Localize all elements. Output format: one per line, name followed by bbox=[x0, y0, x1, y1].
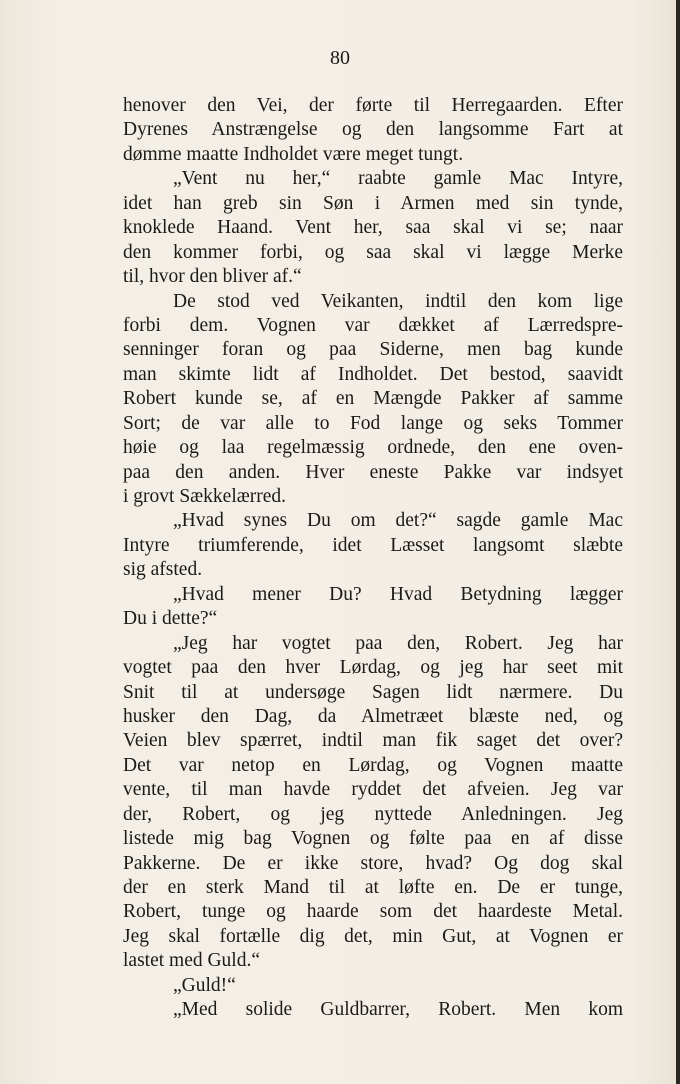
page-edge bbox=[676, 0, 680, 1084]
text-line: „Guld!“ bbox=[173, 974, 236, 996]
text-line: Det var netop en Lørdag, og Vognen maatte bbox=[123, 754, 623, 776]
text-line: den kommer forbi, og saa skal vi lægge Merke bbox=[123, 241, 623, 263]
body-text bbox=[123, 94, 623, 1023]
text-line: husker den Dag, da Almetræet blæste ned, og bbox=[123, 705, 623, 727]
text-line: dømme maatte Indholdet være meget tungt. bbox=[123, 143, 464, 165]
text-line: idet han greb sin Søn i Armen med sin tynde, bbox=[123, 192, 623, 214]
text-line: vente, til man havde ryddet det afveien. Jeg var bbox=[123, 779, 623, 801]
text-line: „Hvad mener Du? Hvad Betydning lægger bbox=[173, 583, 623, 605]
text-line: sig afsted. bbox=[123, 559, 203, 581]
text-line: Snit til at undersøge Sagen lidt nærmere. Du bbox=[123, 681, 623, 703]
text-line: man skimte lidt af Indholdet. Det bestod, saavidt bbox=[123, 363, 623, 385]
text-line: vogtet paa den hver Lørdag, og jeg har seet mit bbox=[123, 657, 623, 679]
text-line: i grovt Sækkelærred. bbox=[123, 486, 287, 507]
text-line: henover den Vei, der førte til Herregaarden. Efter bbox=[123, 95, 623, 116]
text-line: lastet med Guld.“ bbox=[123, 950, 261, 972]
text-line: til, hvor den bliver af.“ bbox=[123, 266, 302, 288]
text-line: „Hvad synes Du om det?“ sagde gamle Mac bbox=[173, 510, 623, 532]
text-line: „Vent nu her,“ raabte gamle Mac Intyre, bbox=[173, 168, 623, 190]
page-number: 80 bbox=[330, 47, 350, 69]
text-line: Jeg skal fortælle dig det, min Gut, at Vognen er bbox=[123, 925, 623, 947]
text-line: Veien blev spærret, indtil man fik saget det over? bbox=[123, 730, 623, 752]
text-line: „Med solide Guldbarrer, Robert. Men kom bbox=[173, 999, 623, 1021]
text-line: der, Robert, og jeg nyttede Anledningen. Jeg bbox=[123, 803, 623, 825]
text-line: De stod ved Veikanten, indtil den kom lige bbox=[173, 290, 623, 312]
text-line: Intyre triumferende, idet Læsset langsomt slæbte bbox=[123, 534, 623, 556]
text-line: Robert, tunge og haarde som det haardeste Metal. bbox=[123, 901, 623, 923]
text-line: høie og laa regelmæssig ordnede, den ene oven- bbox=[123, 437, 623, 459]
text-line: forbi dem. Vognen var dækket af Lærredspre- bbox=[123, 314, 623, 336]
text-line: Du i dette?“ bbox=[123, 608, 218, 630]
text-line: der en sterk Mand til at løfte en. De er tunge, bbox=[123, 877, 623, 898]
text-line: paa den anden. Hver eneste Pakke var indsyet bbox=[123, 461, 623, 483]
text-line: listede mig bag Vognen og følte paa en af disse bbox=[123, 828, 623, 850]
text-line: senninger foran og paa Siderne, men bag kunde bbox=[123, 339, 623, 361]
text-line: „Jeg har vogtet paa den, Robert. Jeg har bbox=[173, 632, 623, 654]
text-line: Robert kunde se, af en Mængde Pakker af samme bbox=[123, 388, 623, 410]
text-line: Dyrenes Anstrængelse og den langsomme Fart at bbox=[123, 119, 623, 141]
text-line: knoklede Haand. Vent her, saa skal vi se; naar bbox=[123, 217, 623, 239]
text-line: Sort; de var alle to Fod lange og seks Tommer bbox=[123, 412, 623, 434]
text-line: Pakkerne. De er ikke store, hvad? Og dog skal bbox=[123, 852, 623, 874]
